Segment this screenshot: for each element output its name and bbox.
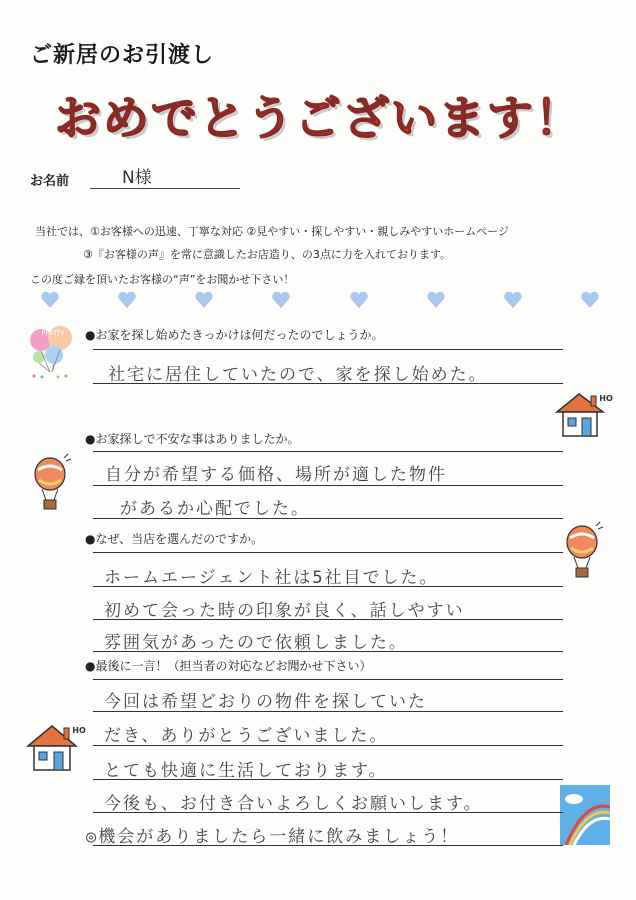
answer-2-line-2: があるか心配でした。	[120, 499, 310, 519]
answer-rule	[93, 779, 563, 780]
answer-rule	[93, 383, 563, 384]
intro-line-2: ③『お客様の声』を常に意識したお店造り、の3点に力を入れております。	[83, 248, 451, 261]
answer-rule	[93, 812, 563, 813]
heart-icon	[194, 290, 214, 310]
answer-rule	[93, 845, 563, 846]
answer-rule	[93, 451, 563, 452]
svg-text:HO: HO	[599, 394, 613, 403]
svg-text:HO: HO	[72, 726, 86, 735]
page-title: おめでとうございます！	[55, 91, 583, 145]
answer-3-line-1: ホームエージェント社は5社目でした。	[104, 568, 439, 588]
heart-icon	[349, 290, 369, 310]
house-icon	[24, 720, 88, 776]
answer-4-line-1: 今回は希望どおりの物件を探していた	[104, 692, 427, 712]
question-2: ●お家探しで不安な事はありましたか。	[85, 432, 300, 446]
answer-rule	[93, 586, 563, 587]
answer-rule	[93, 679, 563, 680]
svg-text:PRETTY: PRETTY	[41, 330, 65, 337]
rainbow-icon	[560, 785, 610, 845]
intro-line-3: この度ご縁を頂いたお客様の“声”をお聞かせ下さい！	[30, 273, 295, 286]
answer-rule	[93, 619, 563, 620]
answer-4-line-3: とても快適に生活しております。	[104, 761, 388, 781]
answer-rule	[93, 552, 563, 553]
answer-4-line-5: ◎機会がありましたら一緒に飲みましょう！	[86, 827, 460, 847]
heart-icon	[117, 290, 137, 310]
question-4: ●最後に一言！（担当者の対応などお聞かせ下さい）	[85, 659, 372, 673]
answer-rule	[93, 745, 563, 746]
answer-3-line-2: 初めて会った時の印象が良く、話しやすい	[104, 601, 465, 621]
answer-rule	[93, 485, 563, 486]
heart-icon	[503, 290, 523, 310]
question-3: ●なぜ、当店を選んだのですか。	[85, 532, 264, 546]
intro-line-1: 当社では、①お客様への迅速、丁寧な対応 ②見やすい・探しやすい・親しみやすいホームページ	[35, 225, 509, 238]
answer-3-line-3: 雰囲気があったので依頼しました。	[104, 633, 408, 653]
answer-4-line-2: だき、ありがとうございました。	[104, 726, 389, 746]
heart-row	[40, 290, 600, 314]
heart-icon	[580, 290, 600, 310]
balloon-label-decor	[32, 326, 74, 338]
answer-rule	[93, 711, 563, 712]
heart-icon	[40, 290, 60, 310]
answer-1-line-1: 社宅に居住していたので、家を探し始めた。	[108, 365, 488, 385]
answer-rule	[93, 651, 563, 652]
name-underline	[90, 188, 240, 189]
answer-rule	[93, 518, 563, 519]
hot-air-balloon-icon	[562, 520, 606, 582]
answer-rule	[93, 349, 563, 350]
heart-icon	[271, 290, 291, 310]
subtitle: ご新居のお引渡し	[30, 43, 215, 68]
hot-air-balloon-icon	[30, 452, 74, 514]
heart-icon	[426, 290, 446, 310]
question-1: ●お家を探し始めたきっかけは何だったのでしょうか。	[85, 328, 384, 342]
house-icon	[551, 388, 615, 442]
answer-2-line-1: 自分が希望する価格、場所が適した物件	[105, 465, 447, 485]
name-value: N様	[122, 168, 152, 188]
answer-4-line-4: 今後も、お付き合いよろしくお願いします。	[104, 794, 483, 814]
name-label: お名前	[30, 174, 70, 189]
